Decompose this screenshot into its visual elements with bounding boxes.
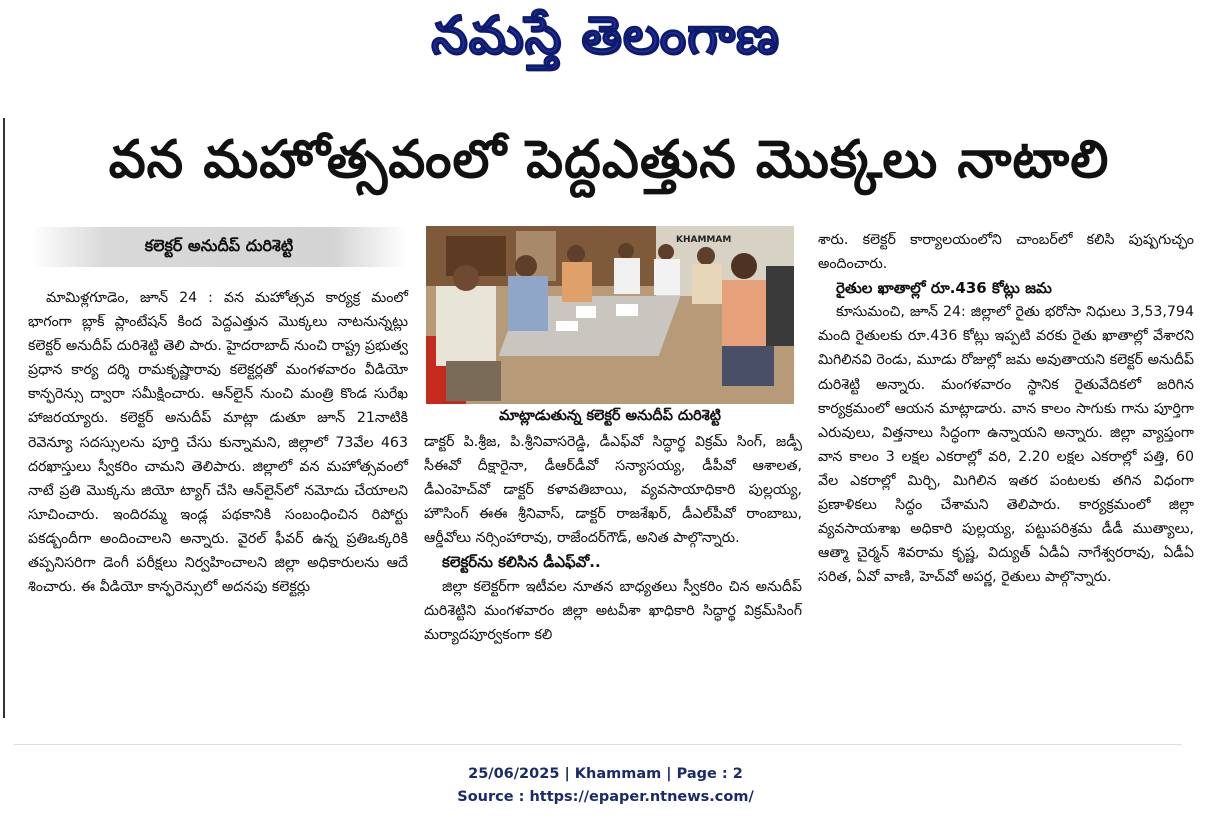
byline-text: కలెక్టర్ అనుదీప్ దురిశెట్టి <box>144 235 294 255</box>
right-column <box>818 228 1194 589</box>
photo-caption: మాట్లాడుతున్న కలెక్టర్ అనుదీప్ దురిశెట్టి <box>499 408 721 424</box>
right-column-text-bottom: కూసుమంచి, జూన్ 24: జిల్లాలో రైతు భరోసా నిధులు 3,53,794 మంది రైతులకు రూ.436 కోట్లు ఇప్పటి వరకు రైతు ఖాతాల్లో వేశారని మిగిలినవి రెండు, మూడు రోజుల్లో జమ అవుతాయని కలెక్టర్ అనుదీప్ దురిశెట్టి అన్నారు. మంగళవారం స్థానిక రైతువేదికలో జరిగిన కార్యక్రమంలో ఆయన మాట్లాడారు. వాన కాలం సాగుకు గాను పూర్తిగా ఎరువులు, విత్తనాలు సిద్ధంగా ఉన్నాయని అన్నారు. జిల్లా వ్యాప్తంగా వాన కాలం 3 లక్షల ఎకరాల్లో వరి, 2.20 లక్షల ఎకరాల్లో పత్తి, 60 వేల ఎకరాల్లో మిర్చి, మిగిలిన ఇతర పంటలకు తగిన విధంగా ప్రణాళికలు సిద్ధం చేశామని తెలిపారు. కార్యక్రమంలో జిల్లా వ్యవసాయశాఖ అధికారి పుల్లయ్య, పట్టుపరిశ్రమ డీడీ ముత్యాలు, ఆత్మా చైర్మన్ శివరామ కృష్ణ, విద్యుత్ ఏడీఏ నాగేశ్వరరావు, ఏడీఏ సరిత, ఏవో వాణి, హెచ్‌వో అపర్ణ, రైతులు పాల్గొన్నారు. <box>818 304 1194 586</box>
wall-text: KHAMMAM <box>676 235 732 245</box>
middle-column-text-top: డాక్టర్ పి.శ్రీజ, పి.శ్రీనివాసరెడ్డి, డీఎఫ్‌వో సిద్ధార్థ విక్రమ్ సింగ్, జడ్పీ సీఈవో దీక్షారైనా, డీఆర్‌డీవో సన్యాసయ్య, డీపీవో ఆశాలత, డీఎంహెచ్‌వో డాక్టర్ కళావతిబాయి, వ్యవసాయాధికారి పుల్లయ్య, హౌసింగ్ ఈఈ శ్రీనివాస్, డాక్టర్ రాజశేఖర్, డీఎల్‌పీవో రాంబాబు, ఆర్డీవోలు నర్సింహారావు, రాజేందర్‌గౌడ్, అనిత పాల్గొన్నారు. <box>424 434 802 547</box>
middle-column <box>424 430 802 647</box>
right-subheading: రైతుల ఖాతాల్లో రూ.436 కోట్లు జమ <box>836 279 1052 298</box>
meeting-photo <box>426 226 794 404</box>
left-column <box>28 286 408 599</box>
article-headline: వన మహోత్సవంలో పెద్దఎత్తున మొక్కలు నాటాలి <box>108 129 1110 190</box>
left-column-text: మామిళ్లగూడెం, జూన్ 24 : వన మహోత్సవ కార్యక్ర మంలో భాగంగా బ్లాక్ ప్లాంటేషన్ కింద పెద్దఎత్తున మొక్కలు నాటనున్నట్లు కలెక్టర్ అనుదీప్ దురిశెట్టి తెలి పారు. హైదరాబాద్ నుంచి రాష్ట్ర ప్రభుత్వ ప్రధాన కార్య దర్శి రామకృష్ణారావు కలెక్టర్లతో మంగళవారం వీడియో కాన్ఫరెన్సు ద్వారా సమీక్షించారు. ఆన్‌లైన్ నుంచి మంత్రి కొండ సురేఖ హాజరయ్యారు. కలెక్టర్ అనుదీప్ మాట్లా డుతూ జూన్ 21నాటికి రెవెన్యూ సదస్సులను పూర్తి చేసు కున్నామని, జిల్లాలో 73వేల 463 దరఖాస్తులు స్వీకరిం చామని తెలిపారు. జిల్లాలో వన మహోత్సవంలో నాటే ప్రతి మొక్కను జియో ట్యాగ్ చేసి ఆన్‌లైన్‌లో నమోదు చేయాలని సూచించారు. ఇందిరమ్మ ఇండ్ల పథకానికి సంబంధించిన రిపోర్టు పకడ్బందీగా అందించాలని అన్నారు. వైరల్ ఫీవర్ ఉన్న ప్రతిఒక్కరికి తప్పనిసరిగా డెంగీ పరీక్షలు నిర్వహించాలని జిల్లా అధికారులను ఆదే శించారు. ఈ వీడియో కాన్ఫరెన్సులో అదనపు కలెక్టర్లు <box>28 290 408 596</box>
masthead-logo: నమస్తే తెలంగాణ <box>431 5 780 66</box>
footer-source-link[interactable]: Source : https://epaper.ntnews.com/ <box>457 789 754 805</box>
right-column-text-top: శారు. కలెక్టర్ కార్యాలయంలోని చాంబర్‌లో కలిసి పుష్పగుచ్ఛం అందించారు. <box>818 232 1194 273</box>
middle-subheading: కలెక్టర్‌ను కలిసిన డీఎఫ్‌వో.. <box>442 553 601 572</box>
left-border-rule <box>3 118 5 718</box>
footer-divider <box>14 744 1182 745</box>
masthead <box>0 6 1211 78</box>
middle-column-text-bottom: జిల్లా కలెక్టర్‌గా ఇటీవల నూతన బాధ్యతలు స్వీకరిం చిన అనుదీప్ దురిశెట్టిని మంగళవారం జిల్లా అటవీశా ఖాధికారి సిద్ధార్థ విక్రమ్‌సింగ్ మర్యాదపూర్వకంగా కలి <box>424 578 802 643</box>
footer-edition-info: 25/06/2025 | Khammam | Page : 2 <box>468 766 743 782</box>
meeting-photo-illustration <box>426 226 794 404</box>
byline <box>30 227 408 267</box>
